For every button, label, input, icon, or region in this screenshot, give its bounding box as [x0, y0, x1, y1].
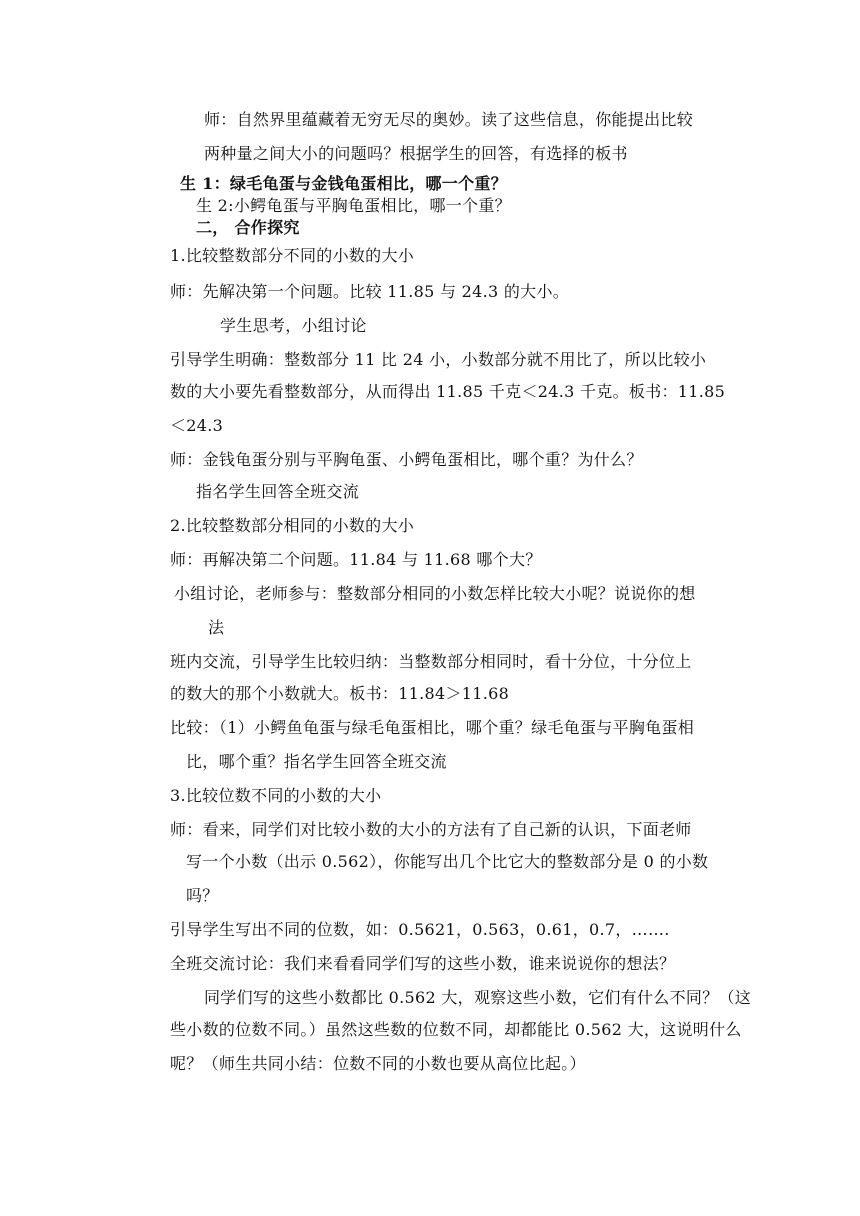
- text-line: 数的大小要先看整数部分，从而得出 11.85 千克＜24.3 千克。板书：11.85: [170, 382, 726, 401]
- text-line: 写一个小数（出示 0.562），你能写出几个比它大的整数部分是 0 的小数: [186, 852, 709, 871]
- text-line: 引导学生明确：整数部分 11 比 24 小，小数部分就不用比了，所以比较小: [170, 350, 707, 369]
- text-line: ＜24.3: [170, 416, 224, 435]
- text-line: 全班交流讨论：我们来看看同学们写的这些小数，谁来说说你的想法？: [170, 954, 676, 973]
- text-line: 比，哪个重？指名学生回答全班交流: [186, 752, 447, 771]
- text-line: 同学们写的这些小数都比 0.562 大，观察这些小数，它们有什么不同？（这: [204, 988, 752, 1007]
- text-line: 两种量之间大小的问题吗？根据学生的回答，有选择的板书: [204, 144, 628, 163]
- text-line: 法: [208, 618, 225, 637]
- section-heading: 二， 合作探究: [196, 218, 300, 237]
- text-line: 的数大的那个小数就大。板书：11.84＞11.68: [170, 684, 510, 703]
- text-line: 师：自然界里蕴藏着无穷无尽的奥妙。读了这些信息，你能提出比较: [204, 110, 694, 129]
- text-line: 指名学生回答全班交流: [196, 482, 360, 501]
- text-line: 师：看来，同学们对比较小数的大小的方法有了自己新的认识，下面老师: [170, 820, 692, 839]
- text-line: 吗？: [186, 886, 219, 905]
- subsection-heading: 2.比较整数部分相同的小数的大小: [170, 516, 415, 535]
- text-line: 学生思考，小组讨论: [220, 316, 367, 335]
- text-line: 小组讨论，老师参与：整数部分相同的小数怎样比较大小呢？说说你的想: [174, 584, 696, 603]
- text-line: 师：先解决第一个问题。比较 11.85 与 24.3 的大小。: [170, 282, 570, 301]
- text-line: 生 1：绿毛龟蛋与金钱龟蛋相比，哪一个重？: [180, 174, 508, 193]
- subsection-heading: 1.比较整数部分不同的小数的大小: [170, 246, 415, 265]
- text-line: 生 2:小鳄龟蛋与平胸龟蛋相比，哪一个重？: [196, 196, 511, 215]
- text-line: 师：再解决第二个问题。11.84 与 11.68 哪个大？: [170, 550, 542, 569]
- text-line: 些小数的位数不同。）虽然这些数的位数不同，却都能比 0.562 大，这说明什么: [170, 1020, 742, 1039]
- subsection-heading: 3.比较位数不同的小数的大小: [170, 786, 382, 805]
- text-line: 班内交流，引导学生比较归纳：当整数部分相同时，看十分位，十分位上: [170, 652, 692, 671]
- text-line: 比较：（1）小鳄鱼龟蛋与绿毛龟蛋相比，哪个重？绿毛龟蛋与平胸龟蛋相: [170, 718, 695, 737]
- text-line: 呢？（师生共同小结：位数不同的小数也要从高位比起。）: [170, 1054, 586, 1073]
- text-line: 引导学生写出不同的位数，如：0.5621，0.563，0.61，0.7，…….: [170, 920, 670, 939]
- text-line: 师：金钱龟蛋分别与平胸龟蛋、小鳄龟蛋相比，哪个重？为什么？: [170, 450, 643, 469]
